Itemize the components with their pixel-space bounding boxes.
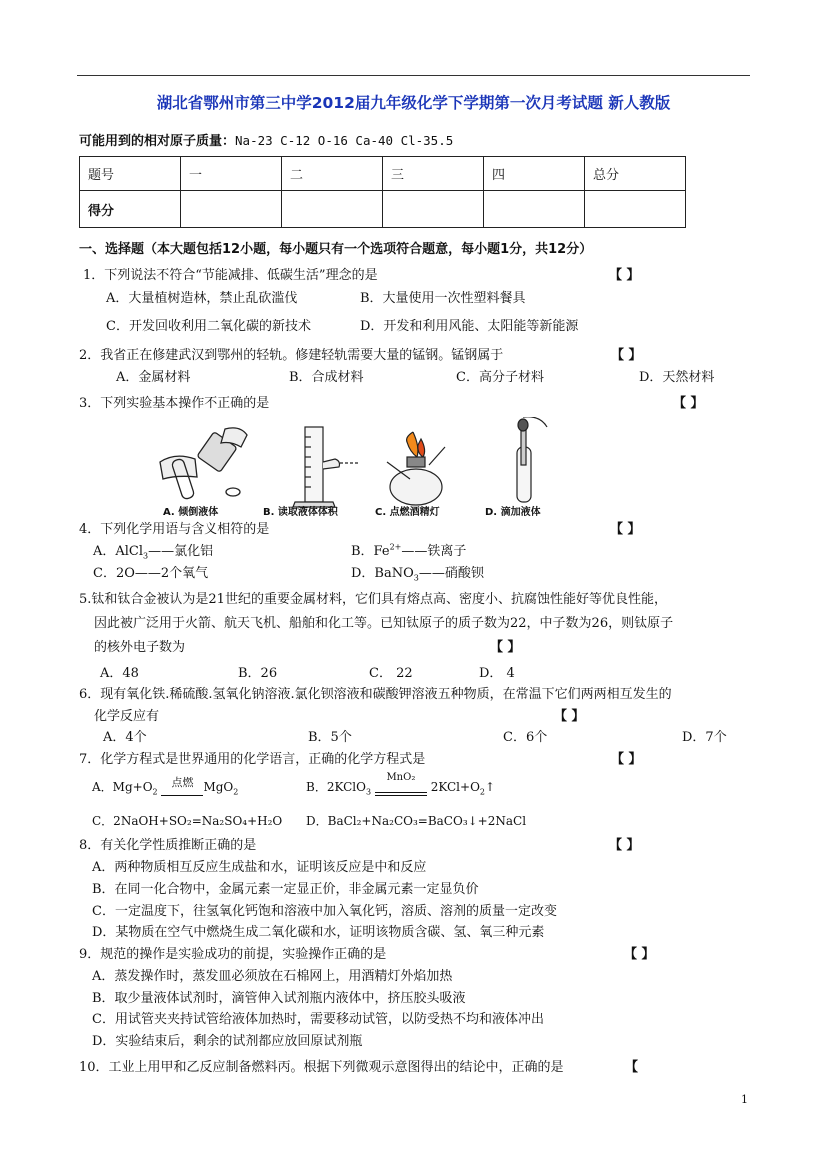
q4-option-b: B．$Fe^{2+}——$铁离子 (351, 542, 467, 559)
q8-option-d: D．某物质在空气中燃烧生成二氧化碳和水，证明该物质含碳、氢、氧三种元素 (92, 925, 545, 940)
score-cell (484, 191, 585, 228)
figure-caption-c: C. 点燃酒精灯 (375, 507, 440, 517)
q1-option-b: B．大量使用一次性塑料餐具 (360, 291, 526, 306)
atomic-mass-values: Na-23 C-12 O-16 Ca-40 Cl-35.5 (235, 133, 454, 148)
graduated-cylinder-illustration (293, 427, 360, 507)
score-cell (383, 191, 484, 228)
q3-lab-operations-figure (155, 417, 575, 517)
q2-option-a: A．金属材料 (116, 370, 191, 385)
atomic-mass-label: 可能用到的相对原子质量： (79, 134, 236, 149)
score-cell (282, 191, 383, 228)
q4-option-d: D．BaNO$_3$——硝酸钡 (351, 566, 484, 583)
q10-answer-bracket: 【 (625, 1060, 639, 1075)
q9-option-d: D．实验结束后，剩余的试剂都应放回原试剂瓶 (92, 1034, 363, 1049)
score-table-row (80, 191, 686, 228)
q9-stem: 9．规范的操作是实验成功的前提，实验操作正确的是 (79, 947, 387, 962)
reaction-condition-ignite: 点燃 (171, 776, 194, 790)
q1-option-a: A．大量植树造林，禁止乱砍滥伐 (106, 291, 298, 306)
score-header-cell: 二 (282, 157, 383, 191)
score-table (79, 156, 686, 228)
q8-answer-bracket: 【 】 (609, 838, 640, 853)
q7-option-c: C．2NaOH+SO₂=Na₂SO₄+H₂O (92, 814, 283, 828)
q9-option-b: B．取少量液体试剂时，滴管伸入试剂瓶内液体中，挤压胶头吸液 (92, 991, 466, 1006)
q2-option-c: C．高分子材料 (456, 370, 544, 385)
q6-option-c: C．6个 (503, 730, 548, 745)
score-cell (181, 191, 282, 228)
score-header-cell: 一 (181, 157, 282, 191)
figure-caption-d: D. 滴加液体 (485, 507, 541, 517)
figure-caption-a: A. 倾倒液体 (163, 507, 219, 517)
score-row-label: 得分 (80, 191, 181, 228)
q1-option-c: C．开发回收利用二氧化碳的新技术 (106, 319, 311, 334)
q7-option-a: A．$Mg+O_2$ 点燃 MgO$_2$ (92, 776, 239, 797)
q6-answer-bracket: 【 】 (554, 709, 585, 724)
q3-answer-bracket: 【 】 (673, 396, 704, 411)
q6-line-2: 化学反应有 (94, 709, 160, 724)
score-header-cell: 四 (484, 157, 585, 191)
q5-answer-bracket: 【 】 (490, 640, 521, 655)
score-cell (585, 191, 686, 228)
q3-stem: 3．下列实验基本操作不正确的是 (79, 396, 270, 411)
q5-line-1: 5.钛和钛合金被认为是21世纪的重要金属材料，它们具有熔点高、密度小、抗腐蚀性能好等优良性能， (79, 592, 667, 607)
score-table-header-row (80, 157, 686, 191)
q2-stem: 2．我省正在修建武汉到鄂州的轻轨。修建轻轨需要大量的锰钢。锰钢属于 (79, 348, 504, 363)
section-heading: 一、选择题（本大题包括12小题，每小题只有一个选项符合题意，每小题1分，共12分） (79, 242, 593, 257)
dropper-test-tube-illustration (517, 417, 547, 502)
q9-answer-bracket: 【 】 (624, 947, 655, 962)
q2-answer-bracket: 【 】 (611, 348, 642, 363)
q8-option-c: C．一定温度下，往氢氧化钙饱和溶液中加入氧化钙，溶质、溶剂的质量一定改变 (92, 904, 557, 919)
page-title: 湖北省鄂州市第三中学2012届九年级化学下学期第一次月考试题 新人教版 (156, 94, 671, 112)
q8-option-b: B．在同一化合物中，金属元素一定显正价，非金属元素一定显负价 (92, 882, 479, 897)
score-header-cell: 三 (383, 157, 484, 191)
q5-option-b: B．26 (238, 666, 278, 681)
q5-line-3: 的核外电子数为 (94, 640, 186, 655)
q6-option-a: A．4个 (103, 730, 147, 745)
alcohol-lamp-illustration (387, 432, 445, 505)
reaction-condition-catalyst: MnO₂ (386, 772, 416, 784)
q10-stem: 10．工业上用甲和乙反应制备燃料丙。根据下列微观示意图得出的结论中，正确的是 (79, 1060, 564, 1075)
score-header-cell: 总分 (585, 157, 686, 191)
q7-option-b: B．2KClO$_3$ MnO₂ $2KCl+O_2↑$ (306, 772, 496, 797)
q1-answer-bracket: 【 】 (609, 268, 640, 283)
q6-option-d: D．7个 (682, 730, 727, 745)
q6-line-1: 6．现有氧化铁.稀硫酸.氢氧化钠溶液.氯化钡溶液和碳酸钾溶液五种物质，在常温下它们两两相互发生的 (79, 687, 672, 702)
q5-option-a: A．48 (100, 666, 139, 681)
pouring-liquid-illustration (160, 428, 247, 500)
q7-option-d: D．BaCl₂+Na₂CO₃=BaCO₃↓+2NaCl (306, 814, 527, 828)
q5-option-c: C． 22 (369, 666, 413, 681)
q4-stem: 4．下列化学用语与含义相符的是 (79, 522, 270, 537)
q4-option-a: A．AlCl$_3$——氯化铝 (93, 544, 214, 561)
q4-answer-bracket: 【 】 (610, 522, 641, 537)
q7-stem: 7．化学方程式是世界通用的化学语言，正确的化学方程式是 (79, 752, 426, 767)
q6-option-b: B．5个 (308, 730, 352, 745)
q2-option-b: B．合成材料 (289, 370, 364, 385)
q8-stem: 8．有关化学性质推断正确的是 (79, 838, 257, 853)
q8-option-a: A．两种物质相互反应生成盐和水，证明该反应是中和反应 (92, 860, 427, 875)
q1-option-d: D．开发和利用风能、太阳能等新能源 (360, 319, 579, 334)
q1-stem: 1．下列说法不符合“节能减排、低碳生活”理念的是 (83, 268, 378, 283)
score-header-cell: 题号 (80, 157, 181, 191)
page-number: 1 (741, 1093, 748, 1106)
atomic-mass-line (79, 130, 453, 149)
q4-option-c: C．2O——2个氧气 (93, 566, 209, 581)
q2-option-d: D．天然材料 (639, 370, 715, 385)
q9-option-a: A．蒸发操作时，蒸发皿必须放在石棉网上，用酒精灯外焰加热 (92, 969, 453, 984)
q5-option-d: D． 4 (479, 666, 515, 681)
figure-caption-b: B. 读取液体体积 (263, 507, 338, 517)
q5-line-2: 因此被广泛用于火箭、航天飞机、船舶和化工等。已知钛原子的质子数为22，中子数为26，则钛原子 (94, 616, 674, 631)
q9-option-c: C．用试管夹夹持试管给液体加热时，需要移动试管，以防受热不均和液体冲出 (92, 1012, 544, 1027)
q7-answer-bracket: 【 】 (611, 752, 642, 767)
header-rule (77, 75, 750, 76)
